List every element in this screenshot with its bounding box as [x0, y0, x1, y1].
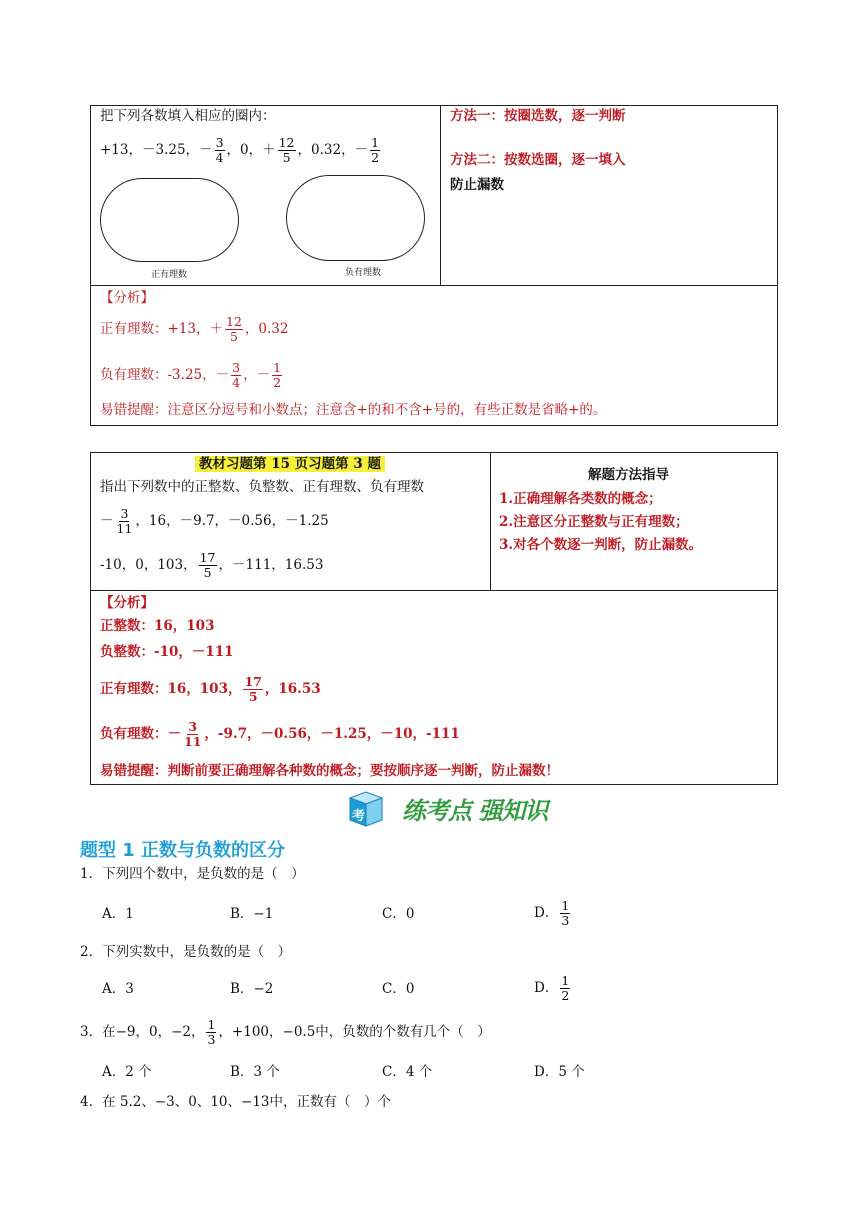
fraction: $\frac{12}{5}$ [226, 314, 242, 344]
question-4-stem: 4．在 5.2、−3、0、10、−13中，正数有（ ）个 [80, 1094, 392, 1110]
divider [440, 105, 441, 286]
guide-title: 解题方法指导 [588, 467, 669, 483]
analysis-title: 【分析】 [100, 595, 154, 611]
analysis-positive: 正有理数：+13，＋ $\frac{12}{5}$ ，0.32 [100, 314, 289, 344]
analysis-negative-int: 负整数：-10，－111 [100, 644, 234, 660]
fraction: $\frac{17}{5}$ [199, 550, 216, 580]
section-heading: 题型 1 正数与负数的区分 [80, 840, 286, 861]
analysis-positive-int: 正整数：16，103 [100, 618, 215, 634]
analysis-negative: 负有理数：-3.25，－ $\frac{3}{4}$ ，－ $\frac{1}{2}$ [100, 360, 282, 390]
error-tip: 易错提醒：注意区分逗号和小数点；注意含+的和不含+号的，有些正数是省略+的。 [100, 402, 607, 418]
oval-label: 负有理数 [345, 268, 382, 278]
method-note: 防止漏数 [450, 177, 504, 193]
analysis-positive-rational: 正有理数：16，103， $\frac{17}{5}$ ，16.53 [100, 674, 321, 704]
fraction: $\frac{12}{5}$ [278, 135, 295, 165]
question-1-stem: 1．下列四个数中，是负数的是（ ） [80, 866, 305, 882]
number-list: +13，－3.25，－ $\frac{3}{4}$ ，0，＋ $\frac{12}{5}$ ，0.32，－ $\frac{1}{2}$ [100, 135, 380, 165]
fraction: $\frac{1}{2}$ [371, 135, 380, 165]
divider [490, 452, 491, 591]
analysis-title: 【分析】 [100, 290, 154, 306]
option-c[interactable]: C．0 [382, 906, 415, 922]
option-b[interactable]: B．−2 [230, 981, 274, 997]
method-two: 方法二：按数选圈，逐一填入 [450, 152, 626, 168]
fraction: $\frac{1}{2}$ [273, 360, 282, 390]
analysis-negative-rational: 负有理数：－ $\frac{3}{11}$ ，-9.7，－0.56，－1.25，－10，-111 [100, 719, 460, 749]
number-list-line2: -10，0，103， $\frac{17}{5}$ ，－111，16.53 [100, 550, 324, 580]
guide-item: 1.正确理解各类数的概念； [499, 491, 662, 507]
fraction: $\frac{3}{11}$ [184, 719, 202, 749]
question-3-stem: 3．在−9，0，−2， $\frac{1}{3}$ ，+100，−0.5中，负数的个数有几个（ ） [80, 1017, 491, 1047]
divider [90, 285, 778, 286]
option-d[interactable]: D． $\frac{1}{2}$ [534, 973, 570, 1003]
option-a[interactable]: A．3 [102, 981, 134, 997]
fraction: $\frac{3}{4}$ [215, 135, 224, 165]
fraction: $\frac{1}{2}$ [561, 973, 570, 1003]
guide-item: 3.对各个数逐一判断，防止漏数。 [499, 537, 703, 553]
option-c[interactable]: C．4 个 [382, 1064, 433, 1080]
option-d[interactable]: D． $\frac{1}{3}$ [534, 898, 570, 928]
cube-icon: 考 [346, 788, 386, 828]
fraction: $\frac{1}{3}$ [561, 898, 570, 928]
negative-rational-oval [286, 175, 425, 261]
guide-item: 2.注意区分正整数与正有理数； [499, 514, 689, 530]
method-one: 方法一：按圈选数，逐一判断 [450, 108, 626, 124]
fraction: $\frac{17}{5}$ [244, 674, 262, 704]
fraction: $\frac{1}{3}$ [207, 1017, 216, 1047]
oval-label: 正有理数 [151, 270, 188, 280]
question-prompt: 指出下列数中的正整数、负整数、正有理数、负有理数 [100, 479, 424, 495]
error-tip: 易错提醒：判断前要正确理解各种数的概念；要按顺序逐一判断，防止漏数！ [100, 763, 559, 779]
option-a[interactable]: A．2 个 [102, 1064, 152, 1080]
banner-text: 练考点 强知识 [402, 796, 548, 825]
option-d[interactable]: D．5 个 [534, 1064, 585, 1080]
option-a[interactable]: A．1 [102, 906, 134, 922]
option-b[interactable]: B．3 个 [230, 1064, 280, 1080]
question-prompt: 把下列各数填入相应的圈内： [100, 108, 276, 124]
textbook-title: 教材习题第 15 页习题第 3 题 [195, 455, 385, 473]
number-list-line1: － $\frac{3}{11}$ ，16，－9.7，－0.56，－1.25 [100, 506, 329, 536]
question-2-stem: 2．下列实数中，是负数的是（ ） [80, 944, 292, 960]
positive-rational-oval [100, 178, 239, 262]
option-c[interactable]: C．0 [382, 981, 415, 997]
divider [90, 590, 778, 591]
option-b[interactable]: B．−1 [230, 906, 274, 922]
fraction: $\frac{3}{4}$ [232, 360, 241, 390]
fraction: $\frac{3}{11}$ [116, 506, 133, 536]
